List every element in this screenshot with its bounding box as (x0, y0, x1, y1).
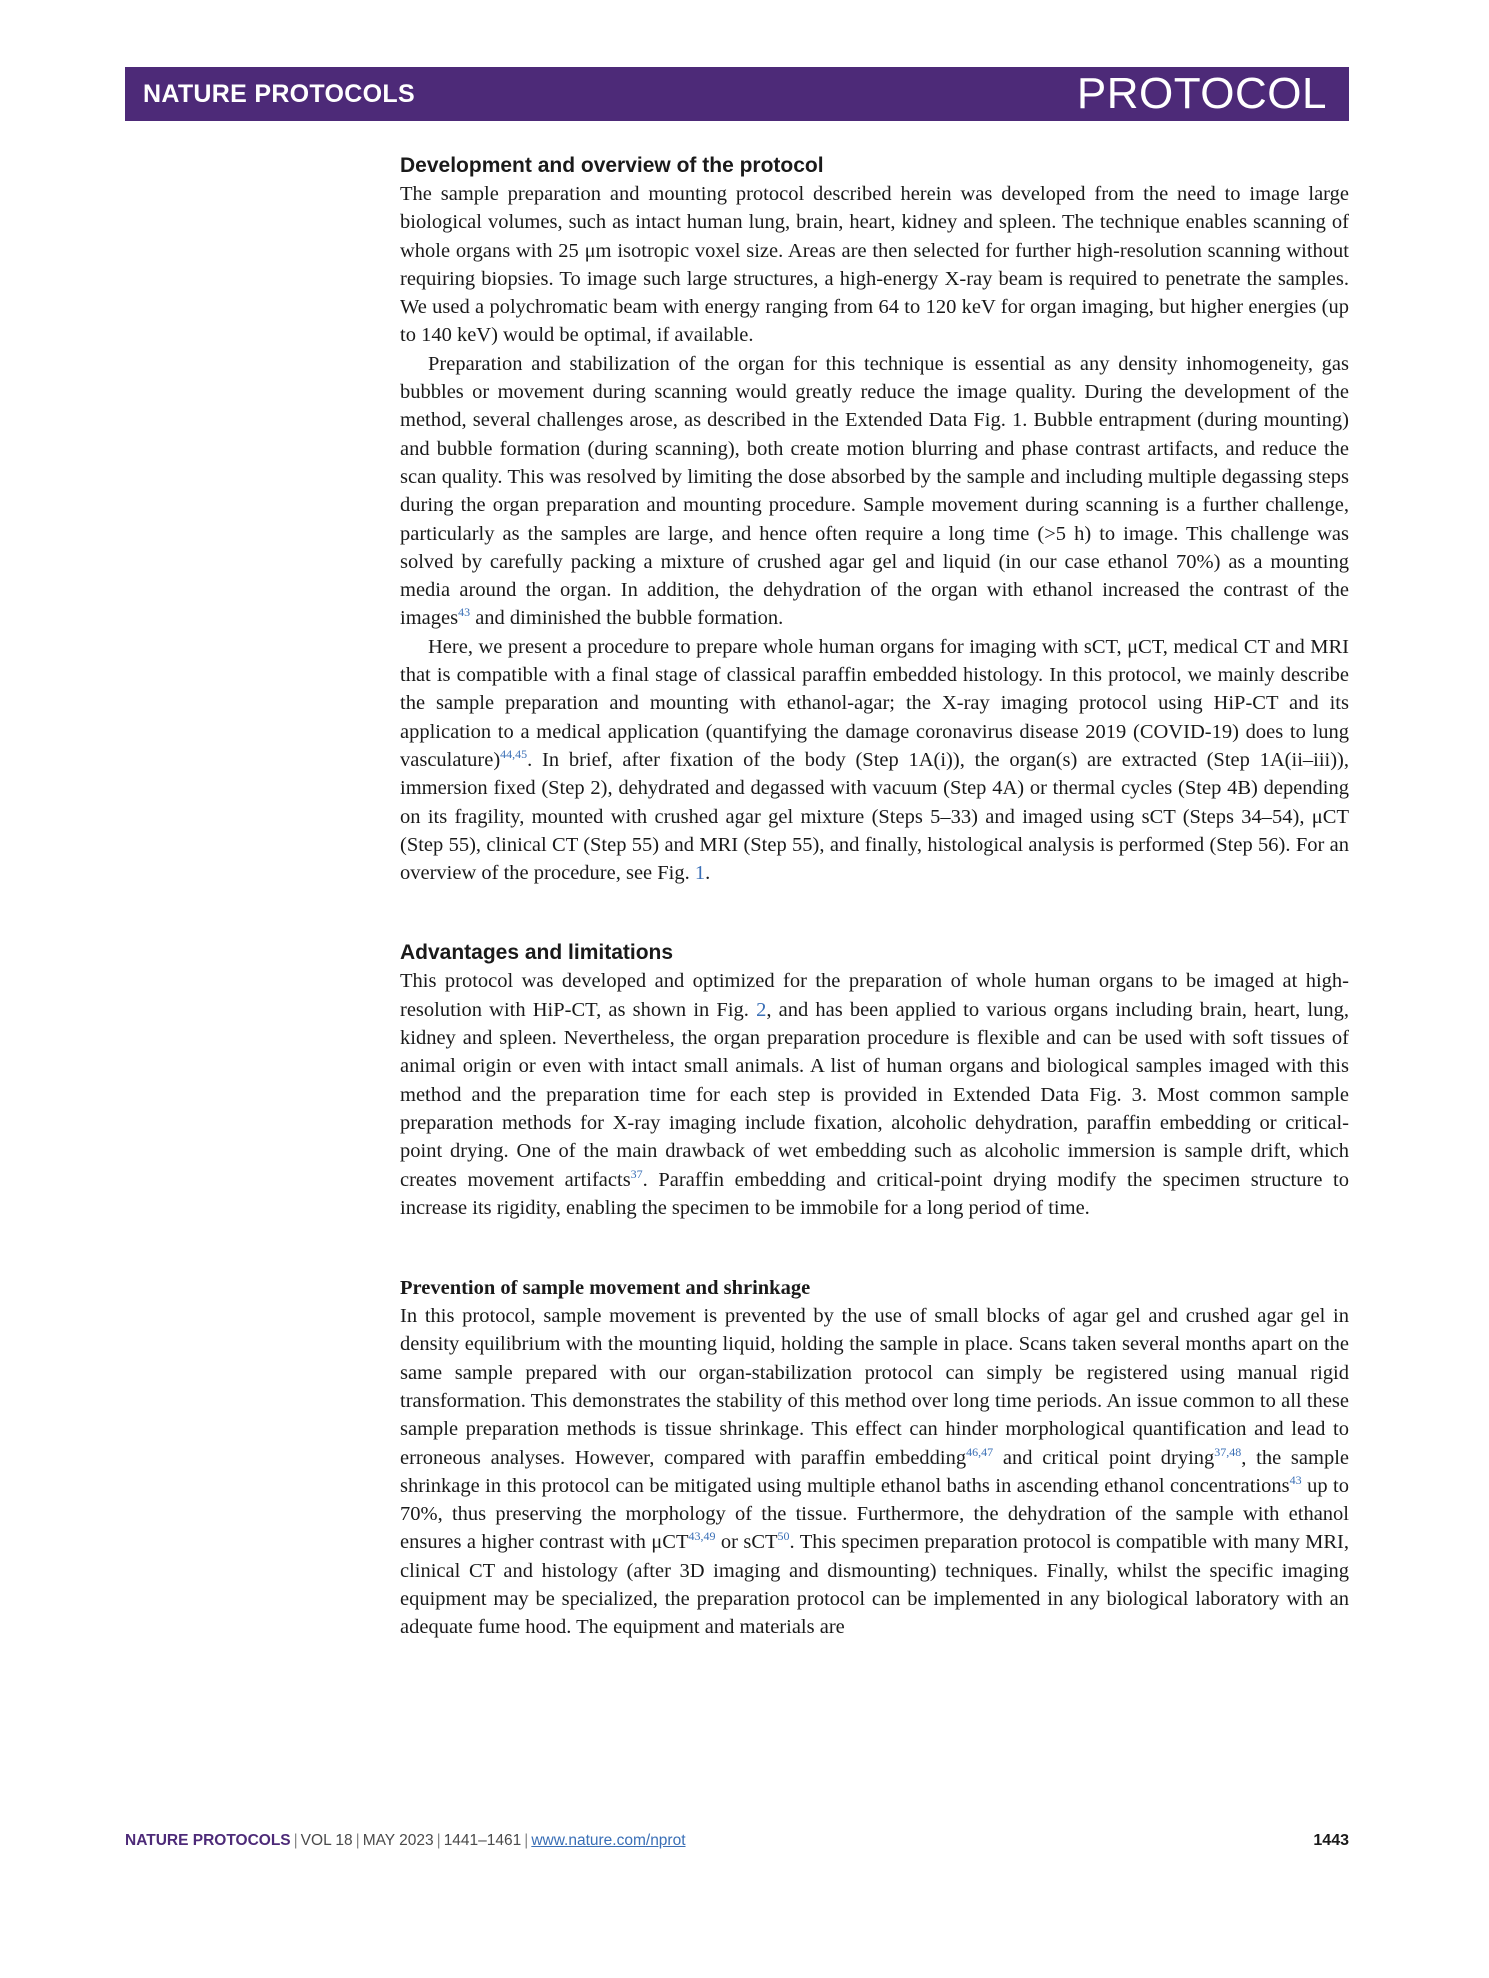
footer-volume: VOL 18 (300, 1832, 353, 1849)
section-heading-advantages: Advantages and limitations (400, 941, 674, 965)
citation-link[interactable]: 43,49 (688, 1529, 716, 1544)
journal-header-bar (125, 67, 1349, 121)
figure-link[interactable]: 2 (756, 998, 767, 1021)
paragraph: The sample preparation and mounting protocol described herein was developed from the need to image large biological volumes, such as intact human lung, brain, heart, kidney and spleen. The technique enables scanning of whole organs with 25 μm isotropic voxel size. Areas are then selected for further high-resolution scanning without requiring biopsies. To image such large structures, a high-energy X-ray beam is required to penetrate the samples. We used a polychromatic beam with energy ranging from 64 to 120 keV for organ imaging, but higher energies (up to 140 keV) would be optimal, if available. (400, 183, 1349, 347)
section-heading-development: Development and overview of the protocol (400, 154, 824, 177)
citation-link[interactable]: 37,48 (1214, 1444, 1242, 1459)
footer-journal: NATURE PROTOCOLS (125, 1832, 291, 1849)
citation-link[interactable]: 46,47 (966, 1444, 994, 1459)
footer-url-link[interactable]: www.nature.com/nprot (531, 1832, 686, 1849)
citation-link[interactable]: 37 (630, 1166, 643, 1181)
footer-date: MAY 2023 (362, 1832, 434, 1849)
figure-link[interactable]: 1 (694, 862, 706, 885)
page-footer: NATURE PROTOCOLS | VOL 18 | MAY 2023 | 1441–1461 | www.nature.com/nprot 1443 (125, 1832, 1349, 1849)
citation-link[interactable]: 50 (777, 1529, 790, 1544)
paragraph: Preparation and stabilization of the organ for this technique is essential as any density inhomogeneity, gas bubbles or movement during scanning would greatly reduce the image quality. During the development of the method, several challenges arose, as described in the Extended Data Fig. 1. Bubble entrapment (during mounting) and bubble formation (during scanning), both create motion blurring and phase contrast artifacts, and reduce the scan quality. This was resolved by limiting the dose absorbed by the sample and including multiple degassing steps during the organ preparation and mounting procedure. Sample movement during scanning is a further challenge, particularly as the samples are large, and hence often require a long time (>5 h) to image. This challenge was solved by carefully packing a mixture of crushed agar gel and liquid (in our case ethanol 70%) as a mounting media around the organ. In addition, the dehydration of the organ with ethanol increased the contrast of the images$^{43}$ and diminished the bubble formation. (400, 352, 1349, 630)
subsection-heading-prevention: Prevention of sample movement and shrinkage (400, 1277, 811, 1300)
article-type: PROTOCOL (1076, 69, 1327, 118)
citation-link[interactable]: 44,45 (500, 746, 528, 761)
article-body (400, 152, 1349, 1642)
paragraph: Here, we present a procedure to prepare whole human organs for imaging with sCT, μCT, medical CT and MRI that is compatible with a final stage of classical paraffin embedded histology. In this protocol, we mainly describe the sample preparation and mounting with ethanol-agar; the X-ray imaging protocol using HiP-CT and its application to a medical application (quantifying the damage coronavirus disease 2019 (COVID-19) does to lung vasculature)$^{44,45}$. In brief, after fixation of the body (Step 1A(i)), the organ(s) are extracted (Step 1A(ii–iii)), immersion fixed (Step 2), dehydrated and degassed with vacuum (Step 4A) or thermal cycles (Step 4B) depending on its fragility, mounted with crushed agar gel mixture (Steps 5–33) and imaged using sCT (Steps 34–54), μCT (Step 55), clinical CT (Step 55) and MRI (Step 55), and finally, histological analysis is performed (Step 56). For an overview of the procedure, see Fig. 1. (400, 635, 1349, 885)
paragraph: In this protocol, sample movement is prevented by the use of small blocks of agar gel and crushed agar gel in density equilibrium with the mounting liquid, holding the sample in place. Scans taken several months apart on the same sample prepared with our organ-stabilization protocol can simply be registered using manual rigid transformation. This demonstrates the stability of this method over long time periods. An issue common to all these sample preparation methods is tissue shrinkage. This effect can hinder morphological quantification and lead to erroneous analyses. However, compared with paraffin embedding$^{46,47}$ and critical point drying$^{37,48}$, the sample shrinkage in this protocol can be mitigated using multiple ethanol baths in ascending ethanol concentrations$^{43}$ up to 70%, thus preserving the morphology of the tissue. Furthermore, the dehydration of the sample with ethanol ensures a higher contrast with μCT$^{43,49}$ or sCT$^{50}$. This specimen preparation protocol is compatible with many MRI, clinical CT and histology (after 3D imaging and dismounting) techniques. Finally, whilst the specific imaging equipment may be specialized, the preparation protocol can be implemented in any biological laboratory with an adequate fume hood. The equipment and materials are (400, 1305, 1350, 1639)
page-number: 1443 (1313, 1832, 1349, 1849)
citation-link[interactable]: 43 (458, 605, 471, 620)
journal-name: NATURE PROTOCOLS (143, 80, 415, 108)
footer-pages: 1441–1461 (443, 1832, 522, 1849)
paragraph: This protocol was developed and optimized for the preparation of whole human organs to be imaged at high-resolution with HiP-CT, as shown in Fig. 2, and has been applied to various organs including brain, heart, lung, kidney and spleen. Nevertheless, the organ preparation procedure is flexible and can be used with soft tissues of animal origin or even with intact small animals. A list of human organs and biological samples imaged with this method and the preparation time for each step is provided in Extended Data Fig. 3. Most common sample preparation methods for X-ray imaging include fixation, alcoholic dehydration, paraffin embedding or critical-point drying. One of the main drawback of wet embedding such as alcoholic immersion is sample drift, which creates movement artifacts$^{37}$. Paraffin embedding and critical-point drying modify the specimen structure to increase its rigidity, enabling the specimen to be immobile for a long period of time. (400, 970, 1349, 1219)
citation-link[interactable]: 43 (1289, 1472, 1302, 1487)
